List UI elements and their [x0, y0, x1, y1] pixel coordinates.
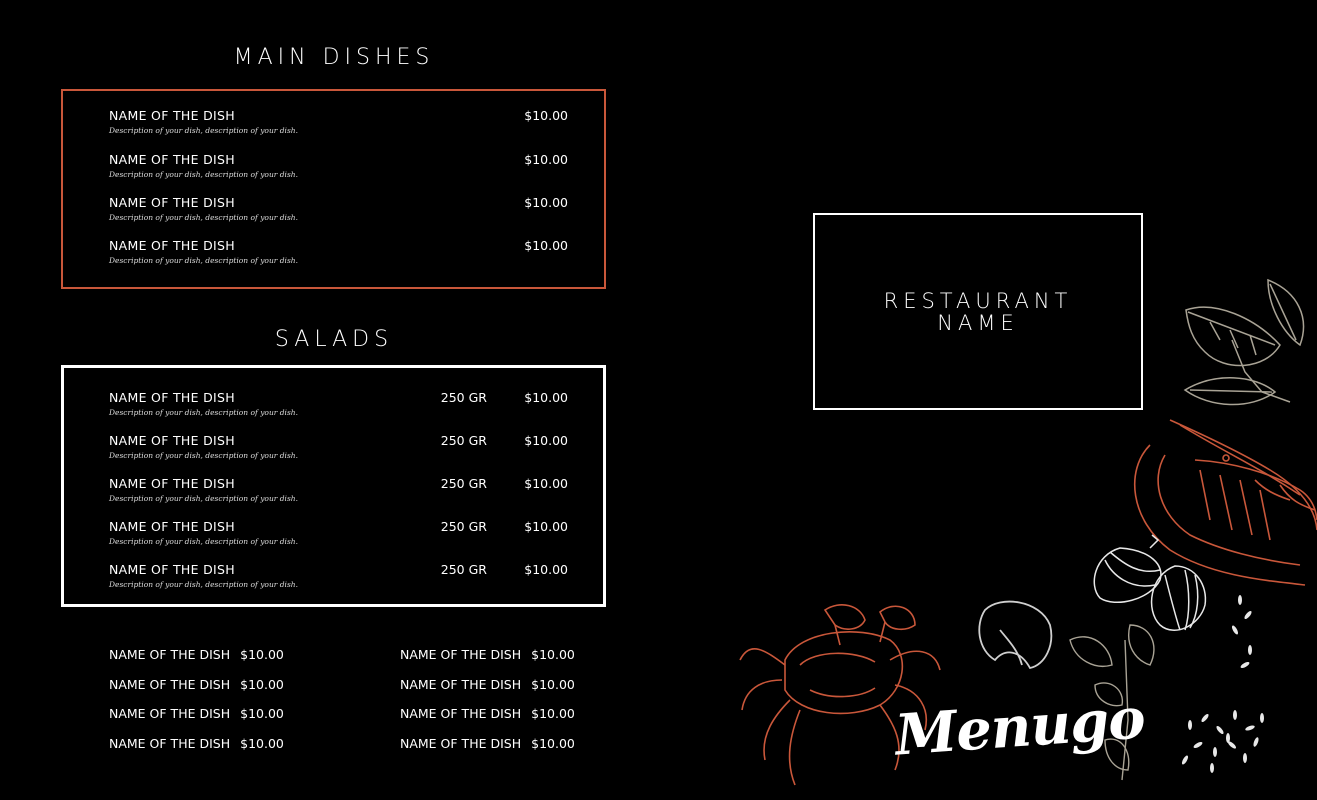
main-dishes-box [61, 89, 606, 289]
menu-item [109, 152, 568, 182]
extra-item [109, 706, 284, 736]
rice-grains-icon [1181, 595, 1264, 773]
salads-title: SALADS [274, 327, 394, 352]
dish-price: $10.00 [531, 736, 575, 752]
dish-name: NAME OF THE DISH [109, 736, 231, 752]
dish-price: $10.00 [524, 433, 568, 448]
dish-name: NAME OF THE DISH [109, 152, 235, 167]
extra-item [109, 647, 284, 677]
dish-price: $10.00 [531, 647, 575, 662]
menu-item [109, 195, 568, 225]
leaf-icon [1185, 280, 1303, 405]
dish-weight: 250 GR [440, 562, 487, 577]
dish-name: NAME OF THE DISH [109, 238, 235, 253]
dish-price: $10.00 [524, 238, 568, 253]
extra-item [400, 736, 575, 766]
onion-icon [1094, 535, 1205, 630]
extra-item [400, 677, 575, 707]
restaurant-name-box [813, 213, 1143, 410]
dish-price: $10.00 [531, 706, 575, 722]
menu-item [109, 519, 568, 549]
menu-item [109, 238, 568, 268]
dish-price: $10.00 [524, 519, 568, 534]
menu-item [109, 390, 568, 420]
dish-description: Description of your dish, description of your dish. [109, 537, 299, 546]
mushroom-icon [979, 602, 1051, 668]
dish-name: NAME OF THE DISH [109, 433, 235, 448]
dish-name: NAME OF THE DISH [400, 647, 522, 662]
extra-item [109, 677, 284, 707]
dish-price: $10.00 [240, 647, 284, 662]
extra-item [400, 706, 575, 736]
dish-name: NAME OF THE DISH [109, 195, 235, 210]
dish-price: $10.00 [531, 676, 575, 692]
dish-name: NAME OF THE DISH [109, 476, 235, 491]
dish-description: Description of your dish, description of your dish. [109, 213, 299, 222]
dish-name: NAME OF THE DISH [109, 562, 235, 577]
dish-description: Description of your dish, description of your dish. [109, 408, 299, 417]
restaurant-name: RESTAURANT NAME [883, 288, 1073, 335]
extra-item [400, 647, 575, 677]
dish-weight: 250 GR [440, 476, 487, 491]
dish-description: Description of your dish, description of your dish. [109, 170, 299, 179]
dish-price: $10.00 [240, 676, 284, 692]
dish-price: $10.00 [524, 476, 568, 491]
dish-description: Description of your dish, description of your dish. [109, 494, 299, 503]
dish-name: NAME OF THE DISH [109, 108, 235, 123]
menu-item [109, 562, 568, 592]
dish-name: NAME OF THE DISH [109, 676, 231, 692]
shrimp-icon [1135, 420, 1317, 585]
dish-name: NAME OF THE DISH [109, 519, 235, 534]
dish-price: $10.00 [240, 706, 284, 722]
dish-price: $10.00 [524, 152, 568, 167]
dish-price: $10.00 [524, 562, 568, 577]
dish-description: Description of your dish, description of your dish. [109, 126, 299, 135]
dish-weight: 250 GR [440, 390, 487, 405]
dish-name: NAME OF THE DISH [109, 706, 231, 722]
dish-description: Description of your dish, description of your dish. [109, 451, 299, 460]
dish-name: NAME OF THE DISH [400, 736, 522, 752]
dish-weight: 250 GR [440, 433, 487, 448]
dish-price: $10.00 [524, 390, 568, 405]
dish-name: NAME OF THE DISH [400, 676, 522, 692]
dish-description: Description of your dish, description of your dish. [109, 256, 299, 265]
dish-price: $10.00 [524, 108, 568, 123]
dish-name: NAME OF THE DISH [400, 706, 522, 722]
dish-description: Description of your dish, description of your dish. [109, 580, 299, 589]
main-dishes-title: MAIN DISHES [233, 45, 435, 70]
dish-weight: 250 GR [440, 519, 487, 534]
menu-item [109, 476, 568, 506]
salads-box [61, 365, 606, 607]
extra-list-left [109, 647, 284, 766]
dish-name: NAME OF THE DISH [109, 390, 235, 405]
menu-item [109, 108, 568, 138]
menugo-logo: Menugo [893, 685, 1147, 769]
menu-item [109, 433, 568, 463]
extra-item [109, 736, 284, 766]
dish-price: $10.00 [240, 736, 284, 752]
extra-list-right [400, 647, 575, 766]
dish-price: $10.00 [524, 195, 568, 210]
dish-name: NAME OF THE DISH [109, 647, 231, 662]
